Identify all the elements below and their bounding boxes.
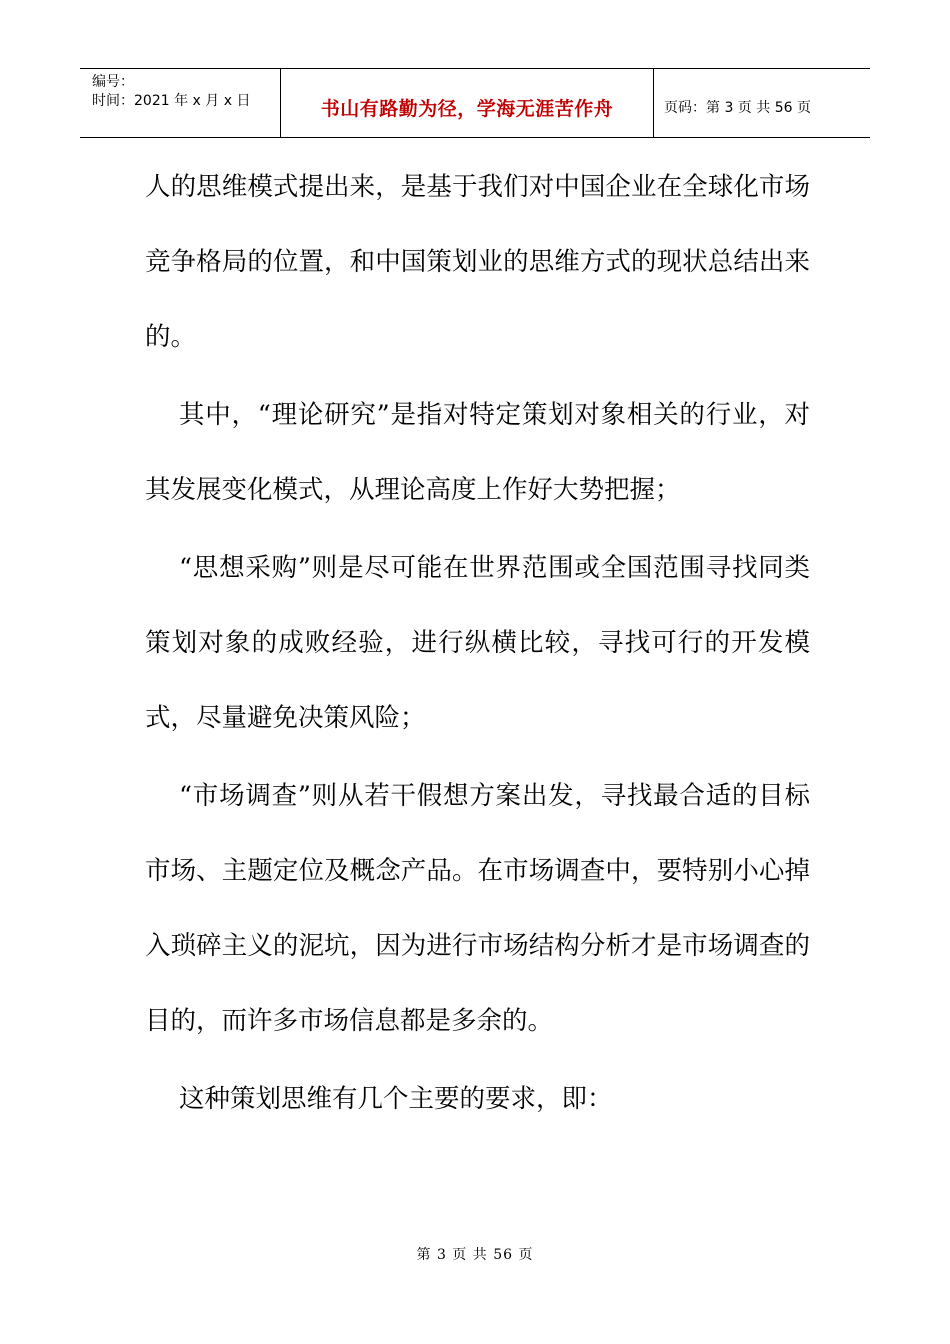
page-footer: 第 3 页 共 56 页 [416, 1247, 534, 1263]
paragraph: “思想采购”则是尽可能在世界范围或全国范围寻找同类策划对象的成败经验，进行纵横比较，寻找可行的开发模式，尽量避免决策风险； [145, 553, 810, 733]
paragraph: 其中，“理论研究”是指对特定策划对象相关的行业，对其发展变化模式，从理论高度上作好大势把握； [145, 400, 810, 505]
page-header [80, 68, 870, 138]
document-number-label: 编号： [92, 74, 134, 90]
paragraph: “市场调查”则从若干假想方案出发，寻找最合适的目标市场、主题定位及概念产品。在市场调查中，要特别小心掉入琐碎主义的泥坑，因为进行市场结构分析才是市场调查的目的，而许多市场信息都是多余的。 [145, 781, 810, 1036]
document-date-label: 时间：2021 年 x 月 x 日 [92, 93, 251, 109]
header-meta [80, 69, 281, 137]
header-page-info: 页码：第 3 页 共 56 页 [664, 100, 811, 116]
header-motto: 书山有路勤为径，学海无涯苦作舟 [281, 69, 654, 137]
paragraph: 这种策划思维有几个主要的要求，即： [179, 1084, 613, 1114]
document-body [145, 150, 810, 1140]
paragraph: 人的思维模式提出来，是基于我们对中国企业在全球化市场竞争格局的位置，和中国策划业的思维方式的现状总结出来的。 [145, 172, 810, 352]
